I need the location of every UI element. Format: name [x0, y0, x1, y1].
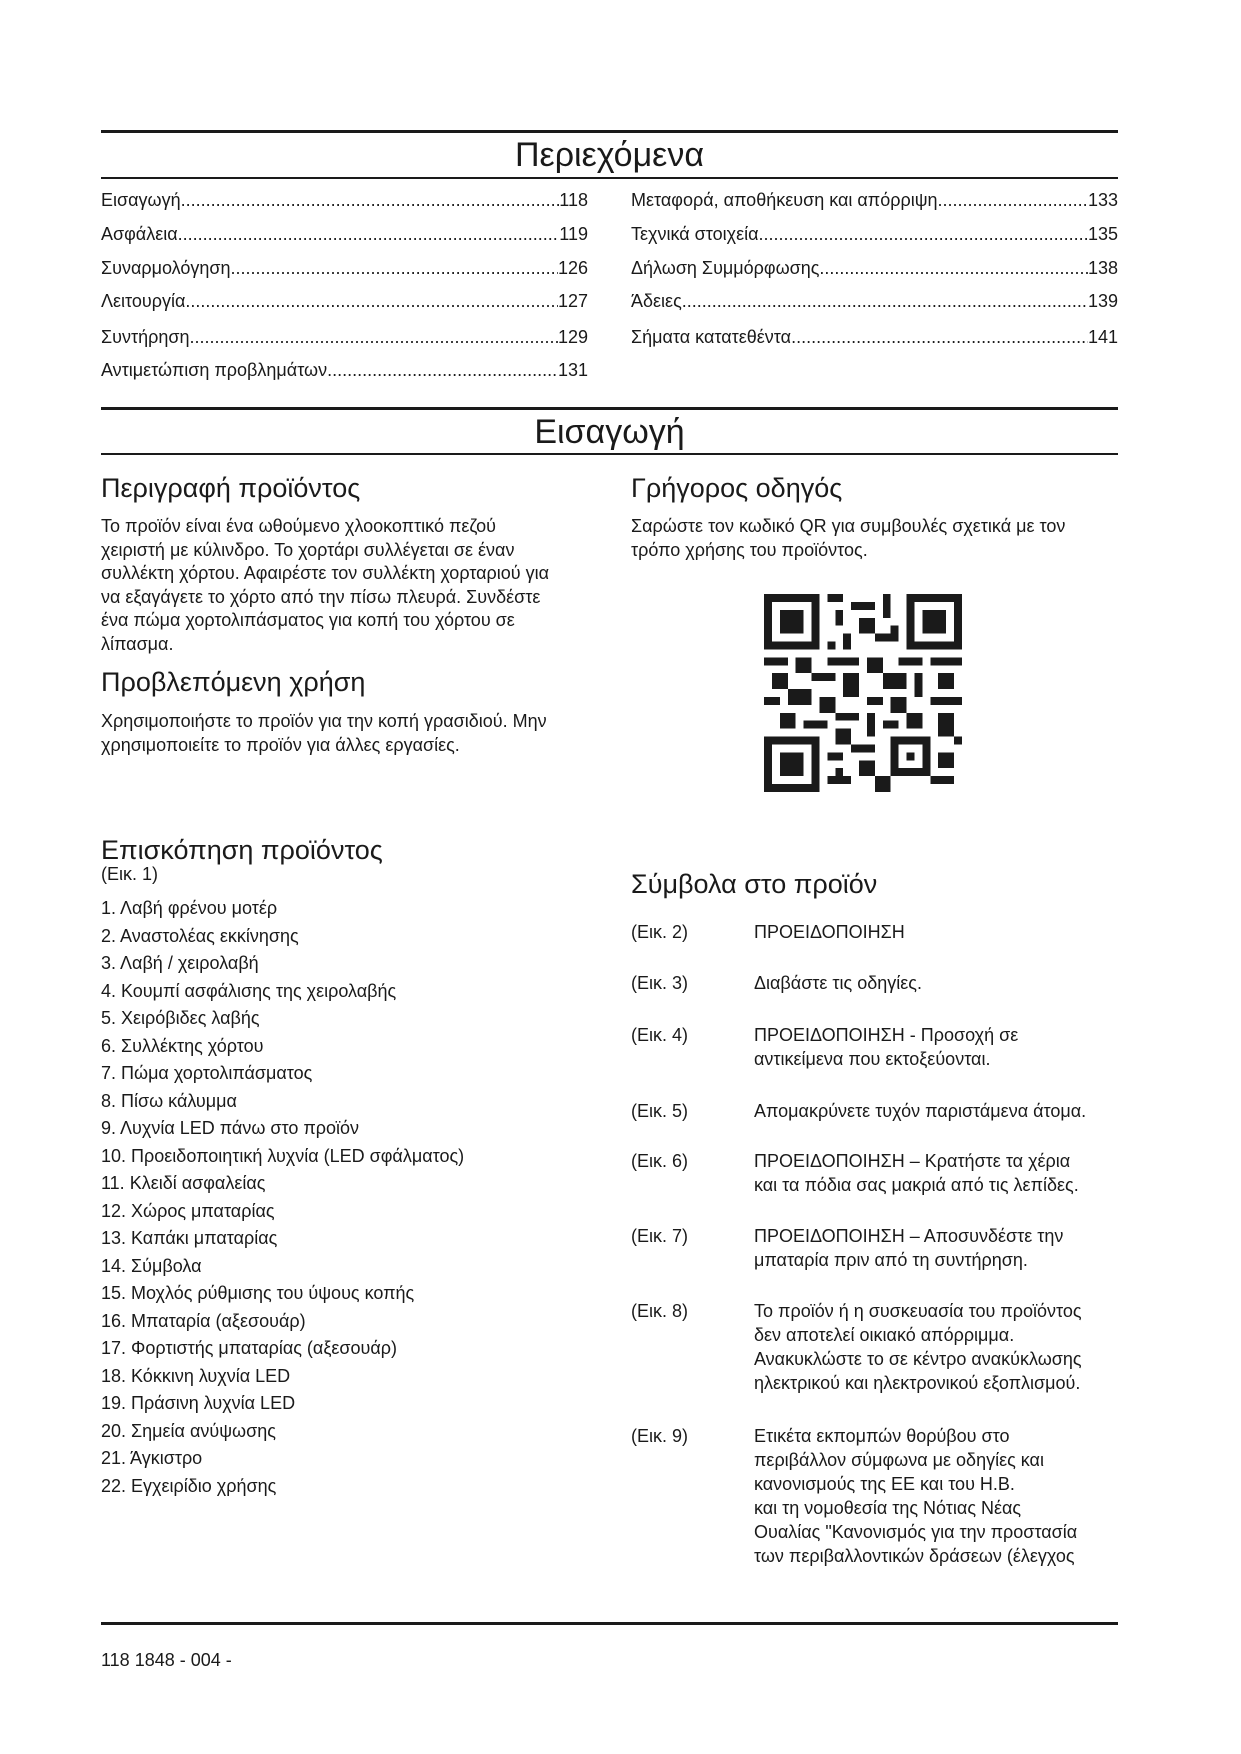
toc-entry[interactable]: Αντιμετώπιση προβλημάτων ..... 131 — [101, 360, 588, 381]
list-item: 16. Μπαταρία (αξεσουάρ) — [101, 1310, 306, 1331]
text-line: ΠΡΟΕΙΔΟΠΟΙΗΣΗ – Κρατήστε τα χέρια — [754, 1151, 1071, 1171]
page-footer: 118 1848 - 004 - — [101, 1650, 232, 1670]
intro-title: Εισαγωγή — [534, 413, 685, 451]
symbol-figure-ref: (Εικ. 2) — [631, 922, 689, 942]
symbol-figure-ref: (Εικ. 5) — [631, 1101, 689, 1121]
list-item: 15. Μοχλός ρύθμισης του ύψους κοπής — [101, 1283, 415, 1303]
toc-entry[interactable]: Λειτουργία ..... 127 — [101, 291, 588, 312]
text-line: κανονισμούς της ΕΕ και του Η.Β. — [754, 1474, 1015, 1494]
symbol-figure-ref: (Εικ. 9) — [631, 1426, 689, 1446]
intro-bottom-rule — [101, 453, 1118, 455]
list-item: 3. Λαβή / χειρολαβή — [101, 953, 259, 973]
intended-use-heading: Προβλεπόμενη χρήση — [101, 667, 366, 697]
list-item: 17. Φορτιστής μπαταρίας (αξεσουάρ) — [101, 1338, 398, 1358]
toc-entry[interactable]: Συναρμολόγηση ..... 126 — [101, 258, 588, 279]
list-item: 6. Συλλέκτης χόρτου — [101, 1035, 264, 1056]
toc-entry[interactable]: Δήλωση Συμμόρφωσης ..... 138 — [631, 258, 1118, 279]
text-line: τρόπο χρήσης του προϊόντος. — [631, 539, 868, 560]
symbol-description — [754, 1099, 1124, 1123]
text-line: Διαβάστε τις οδηγίες. — [754, 973, 922, 993]
quick-guide-heading: Γρήγορος οδηγός — [631, 473, 843, 503]
symbol-figure-ref: (Εικ. 7) — [631, 1226, 689, 1246]
qr-code-image[interactable] — [764, 594, 962, 792]
list-item: 10. Προειδοποιητική λυχνία (LED σφάλματος) — [101, 1145, 465, 1166]
list-item: 8. Πίσω κάλυμμα — [101, 1090, 237, 1111]
toc-entry[interactable]: Ασφάλεια ..... 119 — [101, 224, 588, 245]
text-line: να εξαγάγετε το χόρτο από την πίσω πλευρά. Συνδέστε — [101, 586, 541, 607]
product-description-text — [101, 515, 601, 656]
text-line: και τη νομοθεσία της Νότιας Νέας — [754, 1498, 1022, 1518]
text-line: μπαταρία πριν από τη συντήρηση. — [754, 1250, 1028, 1270]
text-line: Απομακρύνετε τυχόν παριστάμενα άτομα. — [754, 1101, 1087, 1121]
symbol-description — [754, 920, 1124, 944]
text-line: ΠΡΟΕΙΔΟΠΟΙΗΣΗ – Αποσυνδέστε την — [754, 1226, 1064, 1246]
overview-figure-ref: (Εικ. 1) — [101, 864, 159, 884]
text-line: αντικείμενα που εκτοξεύονται. — [754, 1049, 991, 1069]
symbol-description — [754, 971, 1124, 995]
list-item: 7. Πώμα χορτολιπάσματος — [101, 1063, 313, 1083]
list-item: 1. Λαβή φρένου μοτέρ — [101, 898, 278, 918]
symbol-description — [754, 1149, 1124, 1197]
list-item: 22. Εγχειρίδιο χρήσης — [101, 1475, 277, 1496]
overview-list — [101, 898, 601, 1508]
text-line: χρησιμοποιείτε το προϊόν για άλλες εργασίες. — [101, 734, 460, 755]
text-line: Το προϊόν ή η συσκευασία του προϊόντος — [754, 1301, 1082, 1321]
toc-entry[interactable]: Άδειες ..... 139 — [631, 291, 1118, 312]
list-item: 19. Πράσινη λυχνία LED — [101, 1393, 296, 1413]
list-item: 9. Λυχνία LED πάνω στο προϊόν — [101, 1118, 360, 1138]
toc-entry[interactable]: Συντήρηση ..... 129 — [101, 327, 588, 348]
list-item: 12. Χώρος μπαταρίας — [101, 1200, 275, 1221]
text-line: Ετικέτα εκπομπών θορύβου στο — [754, 1426, 1010, 1446]
footer-rule — [101, 1622, 1118, 1625]
list-item: 11. Κλειδί ασφαλείας — [101, 1173, 266, 1193]
toc-entry[interactable]: Σήματα κατατεθέντα ..... 141 — [631, 327, 1118, 348]
text-line: των περιβαλλοντικών δράσεων (έλεγχος — [754, 1546, 1075, 1566]
text-line: Χρησιμοποιήστε το προϊόν για την κοπή γρασιδιού. Μην — [101, 711, 547, 731]
list-item: 21. Άγκιστρο — [101, 1448, 203, 1468]
symbol-description — [754, 1424, 1124, 1568]
symbol-description — [754, 1023, 1124, 1071]
product-overview-heading: Επισκόπηση προϊόντος — [101, 835, 383, 865]
text-line: Το προϊόν είναι ένα ωθούμενο χλοοκοπτικό πεζού — [101, 516, 496, 536]
text-line: ΠΡΟΕΙΔΟΠΟΙΗΣΗ — [754, 922, 905, 942]
symbols-heading: Σύμβολα στο προϊόν — [631, 869, 878, 899]
text-line: ηλεκτρικού και ηλεκτρονικού εξοπλισμού. — [754, 1373, 1081, 1393]
toc-left-column — [101, 190, 588, 390]
list-item: 4. Κουμπί ασφάλισης της χειρολαβής — [101, 980, 397, 1001]
text-line: Ουαλίας "Κανονισμός για την προστασία — [754, 1522, 1078, 1542]
list-item: 5. Χειρόβιδες λαβής — [101, 1008, 260, 1028]
text-line: Ανακυκλώστε το σε κέντρο ανακύκλωσης — [754, 1349, 1082, 1369]
symbol-figure-ref: (Εικ. 8) — [631, 1301, 689, 1321]
text-line: ένα πώμα χορτολιπάσματος για κοπή του χόρτου σε — [101, 610, 515, 630]
symbol-figure-ref: (Εικ. 3) — [631, 973, 689, 993]
text-line: Σαρώστε τον κωδικό QR για συμβουλές σχετικά με τον — [631, 516, 1066, 536]
text-line: ΠΡΟΕΙΔΟΠΟΙΗΣΗ - Προσοχή σε — [754, 1025, 1019, 1045]
toc-title: Περιεχόμενα — [514, 136, 704, 174]
toc-bottom-rule — [101, 177, 1118, 179]
list-item: 18. Κόκκινη λυχνία LED — [101, 1365, 291, 1386]
toc-top-rule — [101, 130, 1118, 133]
text-line: λίπασμα. — [101, 633, 174, 654]
toc-entry[interactable]: Τεχνικά στοιχεία ..... 135 — [631, 224, 1118, 245]
list-item: 20. Σημεία ανύψωσης — [101, 1420, 276, 1441]
symbol-figure-ref: (Εικ. 4) — [631, 1025, 689, 1045]
intended-use-text — [101, 710, 601, 757]
quick-guide-text — [631, 515, 1131, 562]
list-item: 14. Σύμβολα — [101, 1255, 202, 1276]
toc-entry[interactable]: Μεταφορά, αποθήκευση και απόρριψη ..... 133 — [631, 190, 1118, 211]
product-description-heading: Περιγραφή προϊόντος — [101, 473, 361, 503]
list-item: 13. Καπάκι μπαταρίας — [101, 1228, 278, 1248]
toc-right-column — [631, 190, 1118, 360]
toc-entry[interactable]: Εισαγωγή ..... 118 — [101, 190, 588, 211]
symbol-figure-ref: (Εικ. 6) — [631, 1151, 689, 1171]
intro-top-rule — [101, 407, 1118, 410]
text-line: χειριστή με κύλινδρο. Το χορτάρι συλλέγεται σε έναν — [101, 539, 515, 560]
text-line: δεν αποτελεί οικιακό απόρριμμα. — [754, 1325, 1015, 1345]
text-line: και τα πόδια σας μακριά από τις λεπίδες. — [754, 1175, 1079, 1195]
symbol-description — [754, 1299, 1124, 1395]
symbol-description — [754, 1224, 1124, 1272]
list-item: 2. Αναστολέας εκκίνησης — [101, 925, 299, 946]
text-line: περιβάλλον σύμφωνα με οδηγίες και — [754, 1450, 1044, 1470]
text-line: συλλέκτη χόρτου. Αφαιρέστε τον συλλέκτη χορταριού για — [101, 563, 550, 583]
